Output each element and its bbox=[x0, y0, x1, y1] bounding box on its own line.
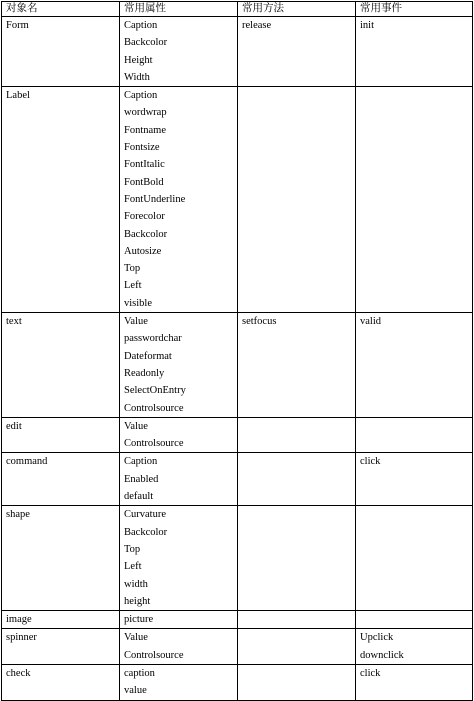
property-item: Forecolor bbox=[124, 211, 165, 223]
property-item: Top bbox=[124, 263, 141, 275]
property-item: picture bbox=[124, 614, 154, 626]
property-item: Caption bbox=[124, 456, 158, 468]
object-name-cell bbox=[2, 453, 120, 506]
table-row bbox=[2, 629, 473, 665]
methods-cell bbox=[238, 17, 356, 87]
methods-cell bbox=[238, 506, 356, 611]
property-item: Fontsize bbox=[124, 142, 160, 154]
property-item: default bbox=[124, 491, 154, 503]
events-cell bbox=[356, 313, 473, 418]
events-cell bbox=[356, 87, 473, 313]
property-item: Caption bbox=[124, 20, 158, 31]
events-cell bbox=[356, 611, 473, 629]
object-name: text bbox=[6, 316, 22, 328]
object-name: shape bbox=[6, 509, 30, 521]
table-row bbox=[2, 506, 473, 611]
object-name: spinner bbox=[6, 632, 37, 644]
controls-reference-table bbox=[1, 1, 473, 701]
properties-cell bbox=[120, 629, 238, 665]
events-cell bbox=[356, 17, 473, 87]
event-item: click bbox=[360, 667, 381, 679]
object-name-cell bbox=[2, 506, 120, 611]
table-row bbox=[2, 417, 473, 453]
property-item: Top bbox=[124, 543, 141, 555]
event-item: click bbox=[360, 456, 381, 468]
property-item: Controlsource bbox=[124, 438, 184, 450]
property-item: Readonly bbox=[124, 367, 165, 379]
object-name-cell bbox=[2, 17, 120, 87]
methods-cell bbox=[238, 417, 356, 453]
header-row bbox=[2, 2, 473, 17]
property-item: Dateformat bbox=[124, 350, 172, 362]
methods-cell bbox=[238, 313, 356, 418]
table-row bbox=[2, 664, 473, 700]
property-item: Left bbox=[124, 280, 142, 292]
events-cell bbox=[356, 417, 473, 453]
header-object-name: 对象名 bbox=[2, 2, 120, 17]
methods-cell bbox=[238, 87, 356, 313]
property-item: Curvature bbox=[124, 509, 166, 521]
table-row bbox=[2, 453, 473, 506]
object-name: check bbox=[6, 667, 31, 679]
event-item: valid bbox=[360, 316, 381, 328]
object-name-cell bbox=[2, 87, 120, 313]
property-item: FontUnderline bbox=[124, 193, 186, 205]
property-item: Fontname bbox=[124, 124, 166, 136]
method-item: setfocus bbox=[242, 316, 277, 328]
property-item: Left bbox=[124, 561, 142, 573]
properties-cell bbox=[120, 611, 238, 629]
properties-cell bbox=[120, 417, 238, 453]
property-item: wordwrap bbox=[124, 107, 167, 119]
property-item: FontItalic bbox=[124, 159, 165, 171]
header-common-properties: 常用属性 bbox=[120, 2, 238, 17]
table-body bbox=[2, 17, 473, 701]
property-item: Width bbox=[124, 71, 150, 83]
object-name-cell bbox=[2, 611, 120, 629]
property-item: Caption bbox=[124, 90, 158, 102]
property-item: Height bbox=[124, 54, 153, 66]
property-item: Value bbox=[124, 632, 148, 644]
table-row bbox=[2, 611, 473, 629]
event-item: init bbox=[360, 20, 375, 31]
object-name-cell bbox=[2, 629, 120, 665]
method-item: release bbox=[242, 20, 272, 31]
properties-cell bbox=[120, 87, 238, 313]
events-cell bbox=[356, 664, 473, 700]
property-item: Backcolor bbox=[124, 37, 168, 49]
object-name-cell bbox=[2, 417, 120, 453]
properties-cell bbox=[120, 313, 238, 418]
property-item: visible bbox=[124, 297, 152, 309]
events-cell bbox=[356, 453, 473, 506]
property-item: caption bbox=[124, 667, 155, 679]
table-row bbox=[2, 17, 473, 87]
property-item: SelectOnEntry bbox=[124, 385, 186, 397]
property-item: Backcolor bbox=[124, 526, 168, 538]
header-common-methods: 常用方法 bbox=[238, 2, 356, 17]
property-item: FontBold bbox=[124, 176, 164, 188]
property-item: value bbox=[124, 685, 147, 697]
property-item: Value bbox=[124, 316, 148, 328]
table-row bbox=[2, 87, 473, 313]
events-cell bbox=[356, 506, 473, 611]
methods-cell bbox=[238, 453, 356, 506]
property-item: height bbox=[124, 595, 151, 607]
events-cell bbox=[356, 629, 473, 665]
methods-cell bbox=[238, 629, 356, 665]
object-name: command bbox=[6, 456, 48, 468]
properties-cell bbox=[120, 664, 238, 700]
properties-cell bbox=[120, 453, 238, 506]
table-row bbox=[2, 313, 473, 418]
methods-cell bbox=[238, 611, 356, 629]
properties-cell bbox=[120, 17, 238, 87]
object-name: Label bbox=[6, 90, 30, 102]
property-item: Backcolor bbox=[124, 228, 168, 240]
event-item: Upclick bbox=[360, 632, 394, 644]
property-item: Enabled bbox=[124, 473, 159, 485]
property-item: passwordchar bbox=[124, 333, 182, 345]
methods-cell bbox=[238, 664, 356, 700]
object-name-cell bbox=[2, 664, 120, 700]
property-item: Controlsource bbox=[124, 649, 184, 661]
property-item: width bbox=[124, 578, 148, 590]
object-name: Form bbox=[6, 20, 29, 31]
properties-cell bbox=[120, 506, 238, 611]
object-name: edit bbox=[6, 420, 22, 432]
event-item: downclick bbox=[360, 649, 404, 661]
object-name: image bbox=[6, 614, 32, 626]
property-item: Controlsource bbox=[124, 402, 184, 414]
property-item: Value bbox=[124, 420, 148, 432]
header-common-events: 常用事件 bbox=[356, 2, 473, 17]
property-item: Autosize bbox=[124, 245, 162, 257]
object-name-cell bbox=[2, 313, 120, 418]
